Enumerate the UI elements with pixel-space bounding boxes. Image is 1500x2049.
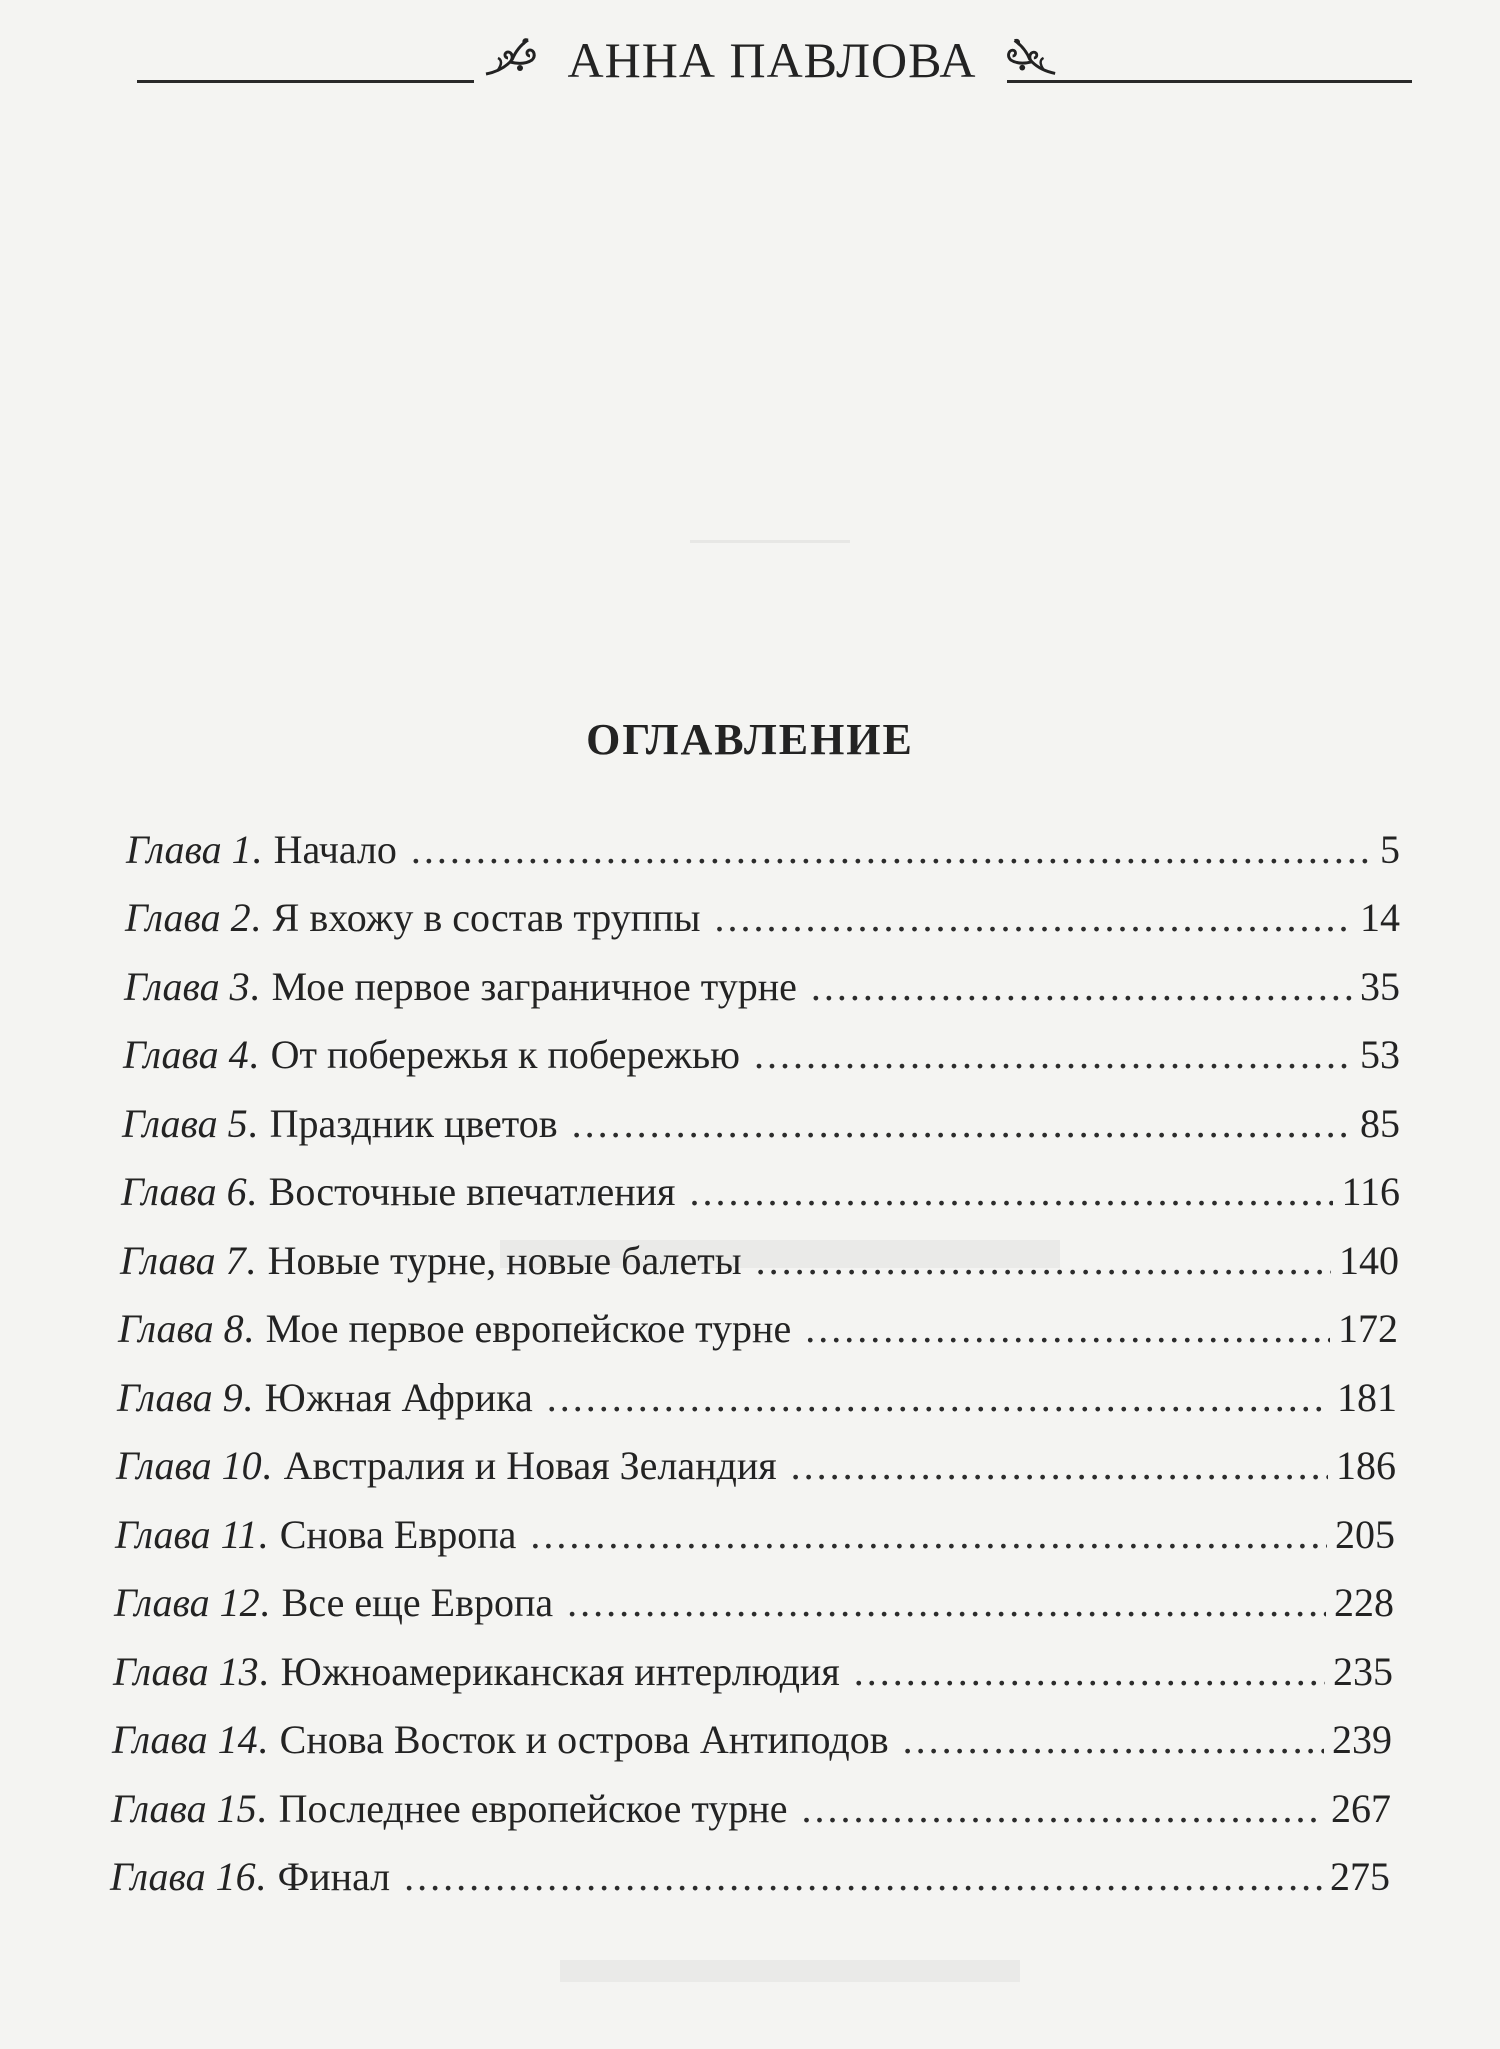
chapter-title: Новые турне, новые балеты — [267, 1238, 742, 1283]
header-rule-left — [137, 80, 474, 83]
dot-leader — [811, 957, 1352, 1017]
page-number: 35 — [1360, 964, 1400, 1009]
page-number: 116 — [1341, 1169, 1400, 1214]
dot-leader — [572, 1094, 1352, 1154]
chapter-label: Глава 8 — [118, 1306, 244, 1351]
dot-leader — [903, 1710, 1324, 1770]
header-rule-right — [1007, 80, 1412, 83]
chapter-label: Глава 5 — [122, 1101, 248, 1146]
chapter-title: Снова Европа — [279, 1512, 517, 1557]
chapter-title: Снова Восток и острова Антиподов — [279, 1717, 889, 1762]
toc-entry[interactable]: Глава 9 . Южная Африка ..... 181 — [117, 1368, 1397, 1428]
chapter-label: Глава 7 — [120, 1238, 246, 1283]
page-number: 140 — [1339, 1238, 1399, 1283]
chapter-title: Восточные впечатления — [268, 1169, 676, 1214]
chapter-label: Глава 4 — [123, 1032, 249, 1077]
chapter-title: Праздник цветов — [269, 1101, 558, 1146]
toc-entry[interactable]: Глава 8 . Мое первое европейское турне ..... 172 — [118, 1299, 1398, 1359]
chapter-title: Южноамериканская интерлюдия — [280, 1649, 840, 1694]
toc-entry[interactable]: Глава 10 . Австралия и Новая Зеландия ..... 186 — [116, 1436, 1396, 1496]
chapter-title: Последнее европейское турне — [278, 1786, 788, 1831]
toc-entry[interactable]: Глава 5 . Праздник цветов ..... 85 — [122, 1094, 1400, 1154]
toc-entry[interactable]: Глава 3 . Мое первое заграничное турне ..... 35 — [124, 957, 1400, 1017]
dot-leader — [689, 1162, 1333, 1222]
page-number: 275 — [1330, 1854, 1390, 1899]
chapter-title: Южная Африка — [264, 1375, 533, 1420]
dot-leader — [754, 1025, 1352, 1085]
chapter-label: Глава 3 — [124, 964, 250, 1009]
dot-leader — [805, 1299, 1330, 1359]
ornament-icon — [482, 34, 542, 80]
page-number: 53 — [1360, 1032, 1400, 1077]
chapter-label: Глава 1 — [126, 827, 252, 872]
dot-leader — [854, 1642, 1325, 1702]
chapter-label: Глава 16 — [110, 1854, 256, 1899]
running-header — [137, 28, 1412, 90]
chapter-label: Глава 2 — [125, 895, 251, 940]
page-number: 5 — [1380, 827, 1400, 872]
page-number: 14 — [1360, 895, 1400, 940]
chapter-label: Глава 10 — [116, 1443, 262, 1488]
chapter-title: Австралия и Новая Зеландия — [283, 1443, 777, 1488]
dot-leader — [411, 820, 1372, 880]
show-through-mark — [560, 1960, 1020, 1982]
page-number: 172 — [1338, 1306, 1398, 1351]
chapter-title: От побережья к побережью — [270, 1032, 740, 1077]
toc-entry[interactable]: Глава 12 . Все еще Европа ..... 228 — [114, 1573, 1394, 1633]
dot-leader — [567, 1573, 1326, 1633]
dot-leader — [547, 1368, 1329, 1428]
toc-heading: ОГЛАВЛЕНИЕ — [586, 715, 914, 764]
chapter-label: Глава 11 — [115, 1512, 258, 1557]
chapter-label: Глава 9 — [117, 1375, 243, 1420]
page-number: 239 — [1332, 1717, 1392, 1762]
chapter-title: Финал — [277, 1854, 391, 1899]
toc-entry[interactable]: Глава 2 . Я вхожу в состав труппы ..... 14 — [125, 888, 1400, 948]
dot-leader — [791, 1436, 1328, 1496]
page-number: 267 — [1331, 1786, 1391, 1831]
ornament-icon — [1001, 34, 1059, 80]
chapter-label: Глава 15 — [111, 1786, 257, 1831]
page-number: 181 — [1337, 1375, 1397, 1420]
toc-entry[interactable]: Глава 15 . Последнее европейское турне ..... 267 — [111, 1779, 1391, 1839]
toc-entry[interactable]: Глава 4 . От побережья к побережью ..... 53 — [123, 1025, 1400, 1085]
page-number: 85 — [1360, 1101, 1400, 1146]
chapter-title: Мое первое заграничное турне — [271, 964, 797, 1009]
running-header-title: АННА ПАВЛОВА — [567, 32, 977, 88]
dot-leader — [530, 1505, 1327, 1565]
dot-leader — [756, 1231, 1331, 1291]
toc-entry[interactable]: Глава 13 . Южноамериканская интерлюдия ..... 235 — [113, 1642, 1393, 1702]
chapter-label: Глава 6 — [121, 1169, 247, 1214]
toc-entry[interactable]: Глава 6 . Восточные впечатления ..... 116 — [121, 1162, 1400, 1222]
page-number: 186 — [1336, 1443, 1396, 1488]
chapter-label: Глава 12 — [114, 1580, 260, 1625]
chapter-title: Начало — [273, 827, 397, 872]
toc-entry[interactable]: Глава 1 . Начало ..... 5 — [126, 820, 1400, 880]
page-number: 228 — [1334, 1580, 1394, 1625]
page-number: 235 — [1333, 1649, 1393, 1694]
toc-entry[interactable]: Глава 16 . Финал ..... 275 — [110, 1847, 1390, 1907]
dot-leader — [714, 888, 1352, 948]
chapter-label: Глава 13 — [113, 1649, 259, 1694]
toc-entry[interactable]: Глава 14 . Снова Восток и острова Антиподов ..... 239 — [112, 1710, 1392, 1770]
dot-leader — [404, 1847, 1322, 1907]
chapter-title: Я вхожу в состав труппы — [272, 895, 701, 940]
chapter-title: Мое первое европейское турне — [265, 1306, 792, 1351]
chapter-label: Глава 14 — [112, 1717, 258, 1762]
toc-entry[interactable]: Глава 11 . Снова Европа ..... 205 — [115, 1505, 1395, 1565]
show-through-mark — [690, 540, 850, 543]
page-number: 205 — [1335, 1512, 1395, 1557]
toc-entry[interactable]: Глава 7 . Новые турне, новые балеты ..... 140 — [120, 1231, 1399, 1291]
chapter-title: Все еще Европа — [281, 1580, 554, 1625]
dot-leader — [801, 1779, 1323, 1839]
